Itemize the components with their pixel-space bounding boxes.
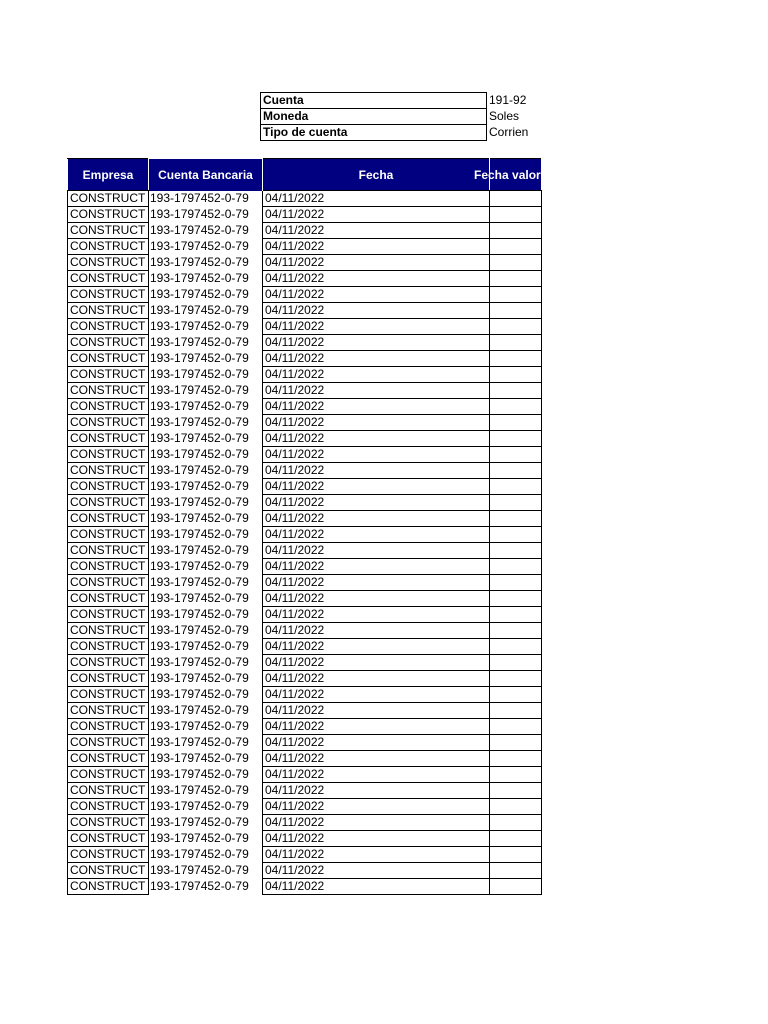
cell-fecha-valor — [490, 527, 542, 543]
cell-fecha: 04/11/2022 — [263, 351, 490, 367]
cell-fecha: 04/11/2022 — [263, 639, 490, 655]
table-row — [68, 367, 542, 383]
cell-empresa: CONSTRUCT — [68, 607, 149, 623]
table-row — [68, 239, 542, 255]
cell-fecha-valor — [490, 575, 542, 591]
cell-fecha: 04/11/2022 — [263, 271, 490, 287]
table-row — [68, 879, 542, 895]
cell-fecha-valor — [490, 287, 542, 303]
cell-fecha: 04/11/2022 — [263, 415, 490, 431]
cell-cuenta-bancaria: 193-1797452-0-79 — [150, 799, 249, 813]
cell-cuenta-bancaria: 193-1797452-0-79 — [150, 319, 249, 333]
cell-cuenta-bancaria: 193-1797452-0-79 — [150, 479, 249, 493]
table-row — [68, 463, 542, 479]
table-row — [68, 511, 542, 527]
table-row — [68, 607, 542, 623]
table-row — [68, 303, 542, 319]
header-empresa: Empresa — [68, 159, 149, 191]
cell-empresa: CONSTRUCT — [68, 783, 149, 799]
cell-fecha: 04/11/2022 — [263, 367, 490, 383]
cell-empresa: CONSTRUCT — [68, 815, 149, 831]
cell-cuenta-bancaria: 193-1797452-0-79 — [150, 751, 249, 765]
cell-fecha: 04/11/2022 — [263, 527, 490, 543]
cell-fecha-valor — [490, 559, 542, 575]
cell-fecha-valor — [490, 783, 542, 799]
cell-fecha: 04/11/2022 — [263, 655, 490, 671]
cell-fecha: 04/11/2022 — [263, 879, 490, 895]
cell-fecha-valor — [490, 239, 542, 255]
cell-cuenta-bancaria: 193-1797452-0-79 — [150, 735, 249, 749]
cell-fecha-valor — [490, 463, 542, 479]
cell-fecha: 04/11/2022 — [263, 815, 490, 831]
table-row — [68, 799, 542, 815]
cell-fecha: 04/11/2022 — [263, 751, 490, 767]
cell-empresa: CONSTRUCT — [68, 271, 149, 287]
cell-empresa: CONSTRUCT — [68, 655, 149, 671]
cell-cuenta-bancaria: 193-1797452-0-79 — [150, 575, 249, 589]
table-row — [68, 831, 542, 847]
cell-empresa: CONSTRUCT — [68, 575, 149, 591]
cell-fecha-valor — [490, 815, 542, 831]
cell-empresa: CONSTRUCT — [68, 287, 149, 303]
table-row — [68, 335, 542, 351]
cell-fecha: 04/11/2022 — [263, 239, 490, 255]
cell-cuenta-bancaria: 193-1797452-0-79 — [150, 239, 249, 253]
movements-table — [67, 158, 542, 895]
table-row — [68, 575, 542, 591]
cell-empresa: CONSTRUCT — [68, 527, 149, 543]
table-row — [68, 719, 542, 735]
cell-empresa: CONSTRUCT — [68, 447, 149, 463]
cell-fecha: 04/11/2022 — [263, 383, 490, 399]
table-row — [68, 479, 542, 495]
cell-fecha-valor — [490, 399, 542, 415]
cell-cuenta-bancaria: 193-1797452-0-79 — [150, 847, 249, 861]
cell-empresa: CONSTRUCT — [68, 351, 149, 367]
cell-fecha: 04/11/2022 — [263, 767, 490, 783]
cell-empresa: CONSTRUCT — [68, 191, 149, 207]
cell-fecha-valor — [490, 735, 542, 751]
cell-empresa: CONSTRUCT — [68, 511, 149, 527]
cell-empresa: CONSTRUCT — [68, 303, 149, 319]
cell-fecha: 04/11/2022 — [263, 223, 490, 239]
header-cuenta-bancaria: Cuenta Bancaria — [149, 159, 263, 191]
table-row — [68, 639, 542, 655]
cell-fecha: 04/11/2022 — [263, 335, 490, 351]
cell-fecha: 04/11/2022 — [263, 735, 490, 751]
cell-fecha-valor — [490, 479, 542, 495]
header-row — [68, 159, 542, 191]
cell-cuenta-bancaria: 193-1797452-0-79 — [150, 703, 249, 717]
cell-empresa: CONSTRUCT — [68, 223, 149, 239]
cell-fecha: 04/11/2022 — [263, 399, 490, 415]
cell-empresa: CONSTRUCT — [68, 431, 149, 447]
cell-empresa: CONSTRUCT — [68, 735, 149, 751]
cell-empresa: CONSTRUCT — [68, 415, 149, 431]
cell-fecha: 04/11/2022 — [263, 255, 490, 271]
cell-empresa: CONSTRUCT — [68, 239, 149, 255]
cell-cuenta-bancaria: 193-1797452-0-79 — [150, 415, 249, 429]
cell-fecha: 04/11/2022 — [263, 319, 490, 335]
cell-cuenta-bancaria: 193-1797452-0-79 — [150, 335, 249, 349]
cell-empresa: CONSTRUCT — [68, 863, 149, 879]
cell-fecha-valor — [490, 511, 542, 527]
cell-fecha: 04/11/2022 — [263, 687, 490, 703]
cell-empresa: CONSTRUCT — [68, 543, 149, 559]
cell-cuenta-bancaria: 193-1797452-0-79 — [150, 463, 249, 477]
cell-fecha: 04/11/2022 — [263, 479, 490, 495]
cell-fecha-valor — [490, 831, 542, 847]
table-row — [68, 703, 542, 719]
cell-empresa: CONSTRUCT — [68, 687, 149, 703]
table-row — [68, 287, 542, 303]
cell-cuenta-bancaria: 193-1797452-0-79 — [150, 559, 249, 573]
table-row — [68, 847, 542, 863]
cell-fecha: 04/11/2022 — [263, 847, 490, 863]
cell-empresa: CONSTRUCT — [68, 767, 149, 783]
cell-cuenta-bancaria: 193-1797452-0-79 — [150, 687, 249, 701]
cell-fecha-valor — [490, 255, 542, 271]
cell-empresa: CONSTRUCT — [68, 367, 149, 383]
info-label-moneda: Moneda — [261, 109, 487, 125]
cell-empresa: CONSTRUCT — [68, 591, 149, 607]
cell-empresa: CONSTRUCT — [68, 207, 149, 223]
cell-cuenta-bancaria: 193-1797452-0-79 — [150, 431, 249, 445]
cell-empresa: CONSTRUCT — [68, 623, 149, 639]
cell-cuenta-bancaria: 193-1797452-0-79 — [150, 527, 249, 541]
table-row — [68, 783, 542, 799]
cell-cuenta-bancaria: 193-1797452-0-79 — [150, 191, 249, 205]
cell-fecha: 04/11/2022 — [263, 463, 490, 479]
cell-empresa: CONSTRUCT — [68, 495, 149, 511]
cell-empresa: CONSTRUCT — [68, 383, 149, 399]
cell-empresa: CONSTRUCT — [68, 559, 149, 575]
header-fecha: Fecha — [263, 159, 490, 191]
cell-cuenta-bancaria: 193-1797452-0-79 — [150, 223, 249, 237]
cell-fecha-valor — [490, 799, 542, 815]
cell-empresa: CONSTRUCT — [68, 479, 149, 495]
cell-cuenta-bancaria: 193-1797452-0-79 — [150, 783, 249, 797]
cell-empresa: CONSTRUCT — [68, 719, 149, 735]
info-value-cuenta: 191-92 — [489, 93, 527, 107]
cell-cuenta-bancaria: 193-1797452-0-79 — [150, 303, 249, 317]
cell-fecha: 04/11/2022 — [263, 207, 490, 223]
cell-cuenta-bancaria: 193-1797452-0-79 — [150, 879, 249, 893]
cell-empresa: CONSTRUCT — [68, 671, 149, 687]
cell-fecha-valor — [490, 351, 542, 367]
table-row — [68, 687, 542, 703]
table-row — [68, 655, 542, 671]
cell-fecha: 04/11/2022 — [263, 671, 490, 687]
cell-fecha-valor — [490, 543, 542, 559]
cell-empresa: CONSTRUCT — [68, 847, 149, 863]
cell-cuenta-bancaria: 193-1797452-0-79 — [150, 255, 249, 269]
cell-cuenta-bancaria: 193-1797452-0-79 — [150, 495, 249, 509]
cell-fecha-valor — [490, 623, 542, 639]
account-info-table — [260, 92, 531, 141]
table-row — [68, 271, 542, 287]
table-row — [68, 415, 542, 431]
table-row — [68, 431, 542, 447]
cell-fecha-valor — [490, 431, 542, 447]
cell-empresa: CONSTRUCT — [68, 335, 149, 351]
info-row-moneda — [261, 109, 531, 125]
cell-fecha: 04/11/2022 — [263, 191, 490, 207]
cell-fecha: 04/11/2022 — [263, 799, 490, 815]
table-row — [68, 735, 542, 751]
cell-fecha-valor — [490, 271, 542, 287]
cell-fecha-valor — [490, 191, 542, 207]
cell-fecha: 04/11/2022 — [263, 543, 490, 559]
movements-body — [68, 191, 542, 895]
table-row — [68, 671, 542, 687]
info-value-moneda: Soles — [489, 109, 520, 123]
cell-cuenta-bancaria: 193-1797452-0-79 — [150, 591, 249, 605]
cell-fecha-valor — [490, 607, 542, 623]
cell-empresa: CONSTRUCT — [68, 399, 149, 415]
table-row — [68, 495, 542, 511]
table-row — [68, 319, 542, 335]
table-row — [68, 559, 542, 575]
cell-fecha-valor — [490, 207, 542, 223]
cell-empresa: CONSTRUCT — [68, 255, 149, 271]
header-fecha-valor: Fecha valor — [490, 159, 542, 191]
cell-empresa: CONSTRUCT — [68, 831, 149, 847]
cell-cuenta-bancaria: 193-1797452-0-79 — [150, 351, 249, 365]
cell-cuenta-bancaria: 193-1797452-0-79 — [150, 815, 249, 829]
cell-cuenta-bancaria: 193-1797452-0-79 — [150, 287, 249, 301]
cell-fecha: 04/11/2022 — [263, 607, 490, 623]
cell-cuenta-bancaria: 193-1797452-0-79 — [150, 543, 249, 557]
table-row — [68, 383, 542, 399]
cell-fecha: 04/11/2022 — [263, 447, 490, 463]
cell-cuenta-bancaria: 193-1797452-0-79 — [150, 447, 249, 461]
table-row — [68, 255, 542, 271]
cell-empresa: CONSTRUCT — [68, 703, 149, 719]
cell-fecha: 04/11/2022 — [263, 559, 490, 575]
cell-fecha: 04/11/2022 — [263, 783, 490, 799]
cell-fecha: 04/11/2022 — [263, 831, 490, 847]
cell-cuenta-bancaria: 193-1797452-0-79 — [150, 831, 249, 845]
cell-empresa: CONSTRUCT — [68, 639, 149, 655]
cell-fecha: 04/11/2022 — [263, 719, 490, 735]
info-label-cuenta: Cuenta — [261, 93, 487, 109]
cell-fecha-valor — [490, 415, 542, 431]
cell-cuenta-bancaria: 193-1797452-0-79 — [150, 607, 249, 621]
cell-fecha-valor — [490, 383, 542, 399]
cell-fecha: 04/11/2022 — [263, 703, 490, 719]
info-row-cuenta — [261, 93, 531, 109]
cell-fecha: 04/11/2022 — [263, 623, 490, 639]
cell-fecha-valor — [490, 863, 542, 879]
table-row — [68, 751, 542, 767]
cell-fecha-valor — [490, 671, 542, 687]
cell-empresa: CONSTRUCT — [68, 879, 149, 895]
cell-fecha-valor — [490, 303, 542, 319]
cell-cuenta-bancaria: 193-1797452-0-79 — [150, 623, 249, 637]
table-row — [68, 863, 542, 879]
cell-cuenta-bancaria: 193-1797452-0-79 — [150, 767, 249, 781]
cell-cuenta-bancaria: 193-1797452-0-79 — [150, 399, 249, 413]
info-value-tipo-cuenta: Corrien — [489, 125, 529, 139]
cell-cuenta-bancaria: 193-1797452-0-79 — [150, 655, 249, 669]
cell-fecha-valor — [490, 639, 542, 655]
cell-fecha-valor — [490, 367, 542, 383]
cell-fecha-valor — [490, 751, 542, 767]
cell-fecha-valor — [490, 719, 542, 735]
cell-fecha-valor — [490, 223, 542, 239]
cell-cuenta-bancaria: 193-1797452-0-79 — [150, 639, 249, 653]
cell-cuenta-bancaria: 193-1797452-0-79 — [150, 671, 249, 685]
cell-empresa: CONSTRUCT — [68, 751, 149, 767]
table-row — [68, 527, 542, 543]
cell-cuenta-bancaria: 193-1797452-0-79 — [150, 511, 249, 525]
table-row — [68, 223, 542, 239]
cell-fecha-valor — [490, 879, 542, 895]
cell-fecha-valor — [490, 655, 542, 671]
info-label-tipo-cuenta: Tipo de cuenta — [261, 125, 487, 141]
cell-fecha-valor — [490, 687, 542, 703]
cell-fecha: 04/11/2022 — [263, 287, 490, 303]
table-row — [68, 591, 542, 607]
table-row — [68, 351, 542, 367]
cell-empresa: CONSTRUCT — [68, 799, 149, 815]
table-row — [68, 767, 542, 783]
cell-fecha-valor — [490, 703, 542, 719]
cell-fecha: 04/11/2022 — [263, 495, 490, 511]
cell-cuenta-bancaria: 193-1797452-0-79 — [150, 863, 249, 877]
cell-fecha: 04/11/2022 — [263, 431, 490, 447]
info-row-tipo-cuenta — [261, 125, 531, 141]
table-row — [68, 623, 542, 639]
cell-empresa: CONSTRUCT — [68, 319, 149, 335]
cell-fecha-valor — [490, 447, 542, 463]
table-row — [68, 447, 542, 463]
cell-cuenta-bancaria: 193-1797452-0-79 — [150, 271, 249, 285]
table-row — [68, 399, 542, 415]
cell-cuenta-bancaria: 193-1797452-0-79 — [150, 719, 249, 733]
cell-fecha: 04/11/2022 — [263, 575, 490, 591]
cell-fecha-valor — [490, 335, 542, 351]
cell-fecha: 04/11/2022 — [263, 591, 490, 607]
cell-cuenta-bancaria: 193-1797452-0-79 — [150, 383, 249, 397]
account-info-body — [261, 93, 531, 141]
cell-cuenta-bancaria: 193-1797452-0-79 — [150, 207, 249, 221]
table-row — [68, 815, 542, 831]
cell-fecha-valor — [490, 319, 542, 335]
cell-fecha-valor — [490, 847, 542, 863]
cell-fecha-valor — [490, 591, 542, 607]
cell-fecha-valor — [490, 767, 542, 783]
cell-fecha: 04/11/2022 — [263, 863, 490, 879]
cell-fecha: 04/11/2022 — [263, 303, 490, 319]
table-row — [68, 543, 542, 559]
cell-fecha: 04/11/2022 — [263, 511, 490, 527]
cell-fecha-valor — [490, 495, 542, 511]
cell-cuenta-bancaria: 193-1797452-0-79 — [150, 367, 249, 381]
table-row — [68, 191, 542, 207]
table-row — [68, 207, 542, 223]
cell-empresa: CONSTRUCT — [68, 463, 149, 479]
